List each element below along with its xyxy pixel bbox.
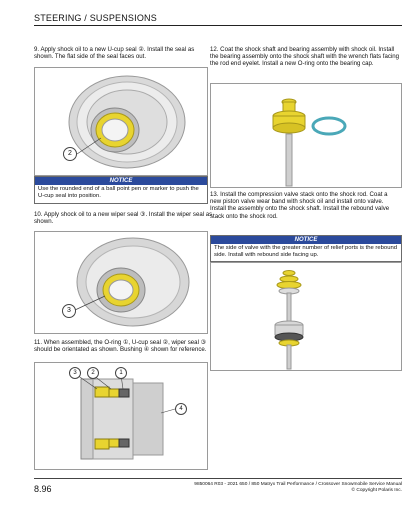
valve-stack-illustration <box>211 263 401 370</box>
footer-divider <box>34 478 402 479</box>
header-divider <box>34 25 402 26</box>
figure-step-13 <box>210 262 402 371</box>
notice-title: NOTICE <box>211 236 401 244</box>
callout-4: 4 <box>175 403 187 415</box>
callout-2: 2 <box>63 147 77 161</box>
manual-title: 9850064 R03 - 2021 650 / 850 Matryx Trail Performance / Crossover Snowmobile Service Manual <box>194 482 402 487</box>
callout-1: 1 <box>115 367 127 379</box>
step-13-text: 13. Install the compression valve stack onto the shock rod. Coat a new piston valve wear band with shock oil and install onto valve. Install the assembly onto the shock shaft. Install the rebound valve stack onto the shock rod. <box>210 191 390 220</box>
notice-body: The side of valve with the greater number of relief ports is the rebound side. Install with rebound side facing up. <box>214 245 398 258</box>
callout-3: 3 <box>69 367 81 379</box>
notice-box-1 <box>34 176 208 204</box>
figure-step-11 <box>34 362 208 470</box>
figure-step-9 <box>34 67 208 176</box>
step-9-text: 9. Apply shock oil to a new U-cup seal ②. Install the seal as shown. The flat side of the seal faces out. <box>34 46 195 61</box>
section-header: STEERING / SUSPENSIONS <box>34 13 157 23</box>
footer-info <box>194 482 402 494</box>
copyright: © Copyright Polaris Inc. <box>351 488 402 493</box>
page-number: 8.96 <box>34 484 52 494</box>
figure-step-10 <box>34 231 208 334</box>
notice-box-2 <box>210 235 402 262</box>
step-11-text: 11. When assembled, the O-ring ①, U-cup seal ②, wiper seal ③ should be orientated as shown. Bushing ④ shown for reference. <box>34 339 207 354</box>
notice-body: Use the rounded end of a ball point pen or marker to push the U-cup seal into position. <box>38 186 199 199</box>
bearing-oring-illustration <box>211 84 401 187</box>
callout-2: 2 <box>87 367 99 379</box>
step-10-text: 10. Apply shock oil to a new wiper seal ③. Install the wiper seal as shown. <box>34 211 213 226</box>
wiper-seal-illustration <box>35 232 207 333</box>
callout-3: 3 <box>62 304 76 318</box>
notice-title: NOTICE <box>35 177 207 185</box>
step-12-text: 12. Coat the shock shaft and bearing assembly with shock oil. Install the bearing assembly onto the shock shaft with the wrench flats facing the rod end eyelet. Install a new O-ring onto the bearing cap. <box>210 46 400 68</box>
ucup-seal-illustration <box>35 68 207 175</box>
figure-step-12 <box>210 83 402 188</box>
